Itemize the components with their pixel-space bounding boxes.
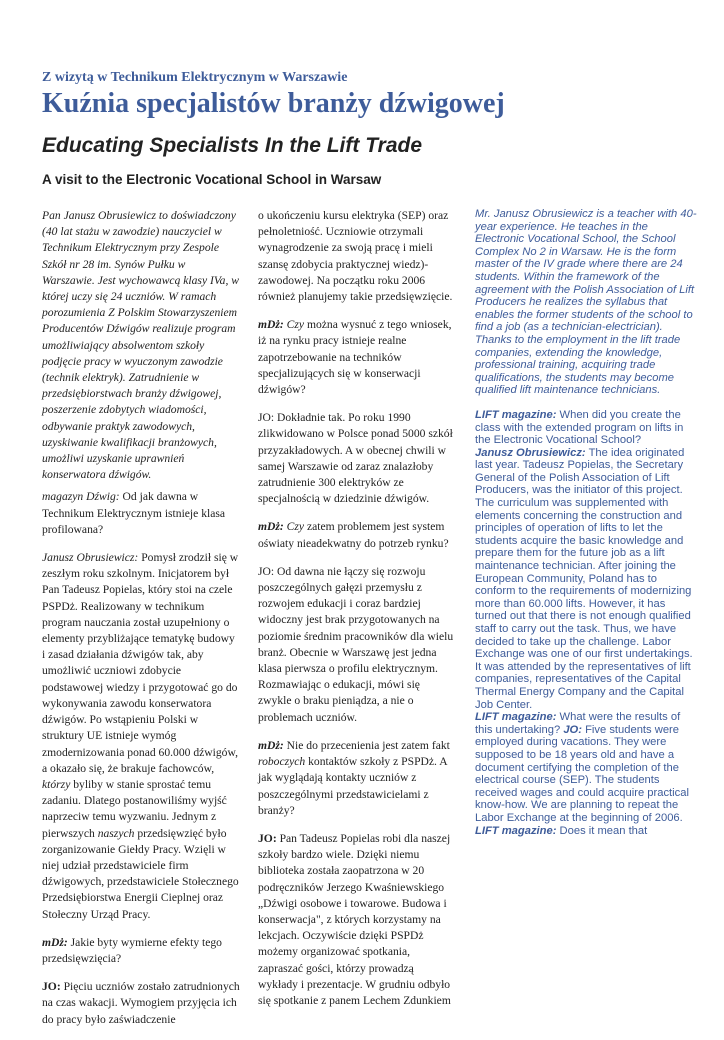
answer-paragraph [42,550,240,923]
speaker-label: mDż: [258,738,284,752]
answer-paragraph: JO: Dokładnie tak. Po roku 1990 zlikwidowano w Polsce ponad 5000 szkół przyzakładowych. A w obecnej chwili w samej Warszawie od zaraz znalazłoby zatrudnienie 300 elektryków ze specjalnością w dziedzinie dźwigów. [258,411,453,506]
paragraph-text: zatem problemem jest system oświaty nieadekwatny do potrzeb rynku? [258,520,449,550]
speaker-label: LIFT magazine: [475,711,557,724]
paragraph-text: Nie do przecenienia jest zatem fakt [283,738,450,752]
speaker-label: magazyn Dźwig: [42,490,120,504]
english-intro-paragraph: Mr. Janusz Obrusiewicz is a teacher with 40-year experience. He teaches in the Electronic Vocational School, the School Complex No 2 in Warsaw. He is the form master of the IV grade where there are 24 students. Within the framework of the agreement with the Polish Association of Lift Producers he realizes the syllabus that enables the former students of the school to find a job (as a technician-electrician). Thanks to the employment in the lift trade companies, extending the knowledge, professional training, acquiring trade qualifications, the students may become qualified lift maintenance technicians. [475,208,697,397]
speaker-label: Janusz Obrusiewicz: [475,446,586,459]
paragraph-text: Pomysł zrodził się w zeszłym roku szkolnym. Inicjatorem był Pan Tadeusz Popielas, który stoi na czele PSPDż. Realizowany w technikum program nauczania został uzupełniony o elementy przybliżające tematykę budowy i zasad działania dźwigów tak, aby umożliwić uczniowi zdobycie podstawowej wiedzy i przygotować go do wykonywania zawodu konserwatora dźwigów. Po wstąpieniu Polski w struktury UE istnieje wymóg zmodernizowania ponad 60.000 dźwigów, a okazało się, że brakuje fachowców, [42,551,239,775]
question-paragraph [42,489,240,538]
emphasis-text: Czy [283,318,305,332]
column-polish-left [42,208,240,1040]
question-paragraph [258,738,456,819]
answer-paragraph [42,979,240,1028]
paragraph-text: When did you create the class with the extended program on lifts in the Electronic Vocational School? [475,408,684,447]
article-kicker: Z wizytą w Technikum Elektrycznym w Warszawie [42,70,348,85]
emphasis-text: naszych [97,826,135,840]
column-polish-right [258,208,456,1021]
intro-paragraph: Pan Janusz Obrusiewicz to doświadczony (40 lat stażu w zawodzie) nauczyciel w Technikum Elektrycznym przy Zespole Szkół nr 28 im. Synów Pułku w Warszawie. Jest wychowawcą klasy IVa, w której uczy się 24 uczniów. W ramach porozumienia Z Polskim Stowarzyszeniem Producentów Dźwigów realizuje program umożliwiający absolwentom szkoły podjęcie pracy w wyuczonym zawodzie (technik elektryk). Zatrudnienie w przedsiębiorstwach branży dźwigowej, poszerzenie zdobytych wiadomości, odbywanie praktyk zawodowych, uzyskiwanie kwalifikacji branżowych, umożliwi uzyskanie uprawnień konserwatora dźwigów. [42,209,239,482]
paragraph-text: Od jak dawna w Technikum Elektrycznym istnieje klasa profilowana? [42,490,226,536]
paragraph-text: Pan Tadeusz Popielas robi dla naszej szkoły bardzo wiele. Dzięki niemu biblioteka została zaopatrzona w 20 podręczników Jerzego Kwaśniewskiego „Dźwigi osobowe i towarowe. Budowa i konserwacja", z których korzystamy na lekcjach. Oczywiście dzięki PSPDż możemy organizować spotkania, zapraszać gości, którzy prowadzą wykłady i prezentacje. W grudniu odbyło się spotkanie z panem Lechem Zdunkiem [258,831,451,1007]
speaker-label: JO: [258,831,277,845]
question-paragraph [258,519,456,551]
paragraph-text: przedsięwzięć było zorganizowanie Giełdy Pracy. Wzięli w niej udział przedstawiciele firm dźwigowych, przedstawiciele Stołecznego Przedsiębiorstwa Energii Cieplnej oraz Stołeczny Urząd Pracy. [42,826,239,921]
speaker-label: mDż: [258,318,284,332]
question-paragraph [42,935,240,967]
paragraph-text: The idea originated last year. Tadeusz Popielas, the Secretary General of the Polish Association of Lift Producers, was the initiator of this project. The curriculum was supplemented with elements concerning the construction and principles of operation of lifts to let the students acquire the basic knowledge and prepare them for the future job as a lift maintenance technician. After joining the European Community, Poland has to conform to the requirements of modernizing more than 60.000 lifts. However, it has turned out that there is not enough qualified staff to carry out the task. Thus, we have decided to take up the challenge. Labor Exchange was one of our first undertakings. It was attended by the representatives of lift companies, representatives of the Capital Thermal Energy Company and the Capital Job Center. [475,446,693,711]
english-interview-paragraph [475,711,697,837]
speaker-label: LIFT magazine: [475,408,557,421]
paragraph-text: Pięciu uczniów zostało zatrudnionych na czas wakacji. Wymogiem przyjęcia ich do pracy było zaświadczenie [42,980,240,1026]
answer-paragraph: o ukończeniu kursu elektryka (SEP) oraz pełnoletniość. Uczniowie otrzymali wynagrodzenie za swoją pracę i mieli szansę zdobycia praktycznej wiedz)- zawodowej. Na początku roku 2006 również planujemy takie przedsięwzięcie. [258,209,453,304]
paragraph-text: What were the results of this undertaking? [475,711,681,736]
speaker-label: JO: [42,980,61,994]
article-title: Kuźnia specjalistów branży dźwigowej [42,88,505,119]
article-english-subtitle: A visit to the Electronic Vocational School in Warsaw [42,172,382,187]
paragraph-text: można wysnuć z tego wniosek, iż na rynku pracy istnieje realne zapotrzebowanie na techników specjalizujących się w konserwacji dźwigów? [258,318,452,397]
emphasis-text: Czy [283,520,305,534]
paragraph-text: Five students were employed during vacations. They were supposed to be 18 years old and have a document certifying the completion of the electrical course (SEP). The students received wages and could acquire practical know-how. We are planning to repeat the Labor Exchange at the beginning of 2006. [475,723,689,824]
answer-paragraph: JO: Od dawna nie łączy się rozwoju poszczególnych gałęzi przemysłu z rozwojem edukacji i coraz bardziej widoczny jest brak przygotowanych na poziomie średnim pracowników dla wielu branż. Obecnie w Warszawę jest jedna klasa pierwsza o profilu elektrycznym. Rozmawiając o edukacji, mówi się zwykle o braku pieniądza, a nie o problemach uczniów. [258,564,454,724]
english-interview-paragraph [475,409,697,447]
speaker-label: JO: [563,723,582,736]
speaker-label: LIFT magazine: [475,824,557,837]
paragraph-text: kontaktów szkoły z PSPDż. A jak wyglądają kontakty uczniów z poszczególnymi przedstawicielami z branży? [258,755,447,817]
paragraph-text: Jakie byty wymierne efekty tego przedsięwzięcia? [42,935,222,965]
speaker-label: mDż: [42,935,68,949]
emphasis-text: którzy [42,777,71,791]
paragraph-text: byliby w stanie sprostać temu zadaniu. Dlatego postanowiliśmy wyjść naprzeciw temu wyzwaniu. Jednym z pierwszych [42,777,227,840]
speaker-label: mDż: [258,520,284,534]
article-english-title: Educating Specialists In the Lift Trade [42,134,423,157]
column-english [475,208,697,837]
paragraph-text: Does it mean that [556,824,648,837]
answer-paragraph [258,831,456,1009]
emphasis-text: roboczych [258,755,306,769]
question-paragraph [258,317,456,398]
speaker-label: Janusz Obrusiewicz: [42,551,139,565]
english-interview-paragraph [475,447,697,711]
